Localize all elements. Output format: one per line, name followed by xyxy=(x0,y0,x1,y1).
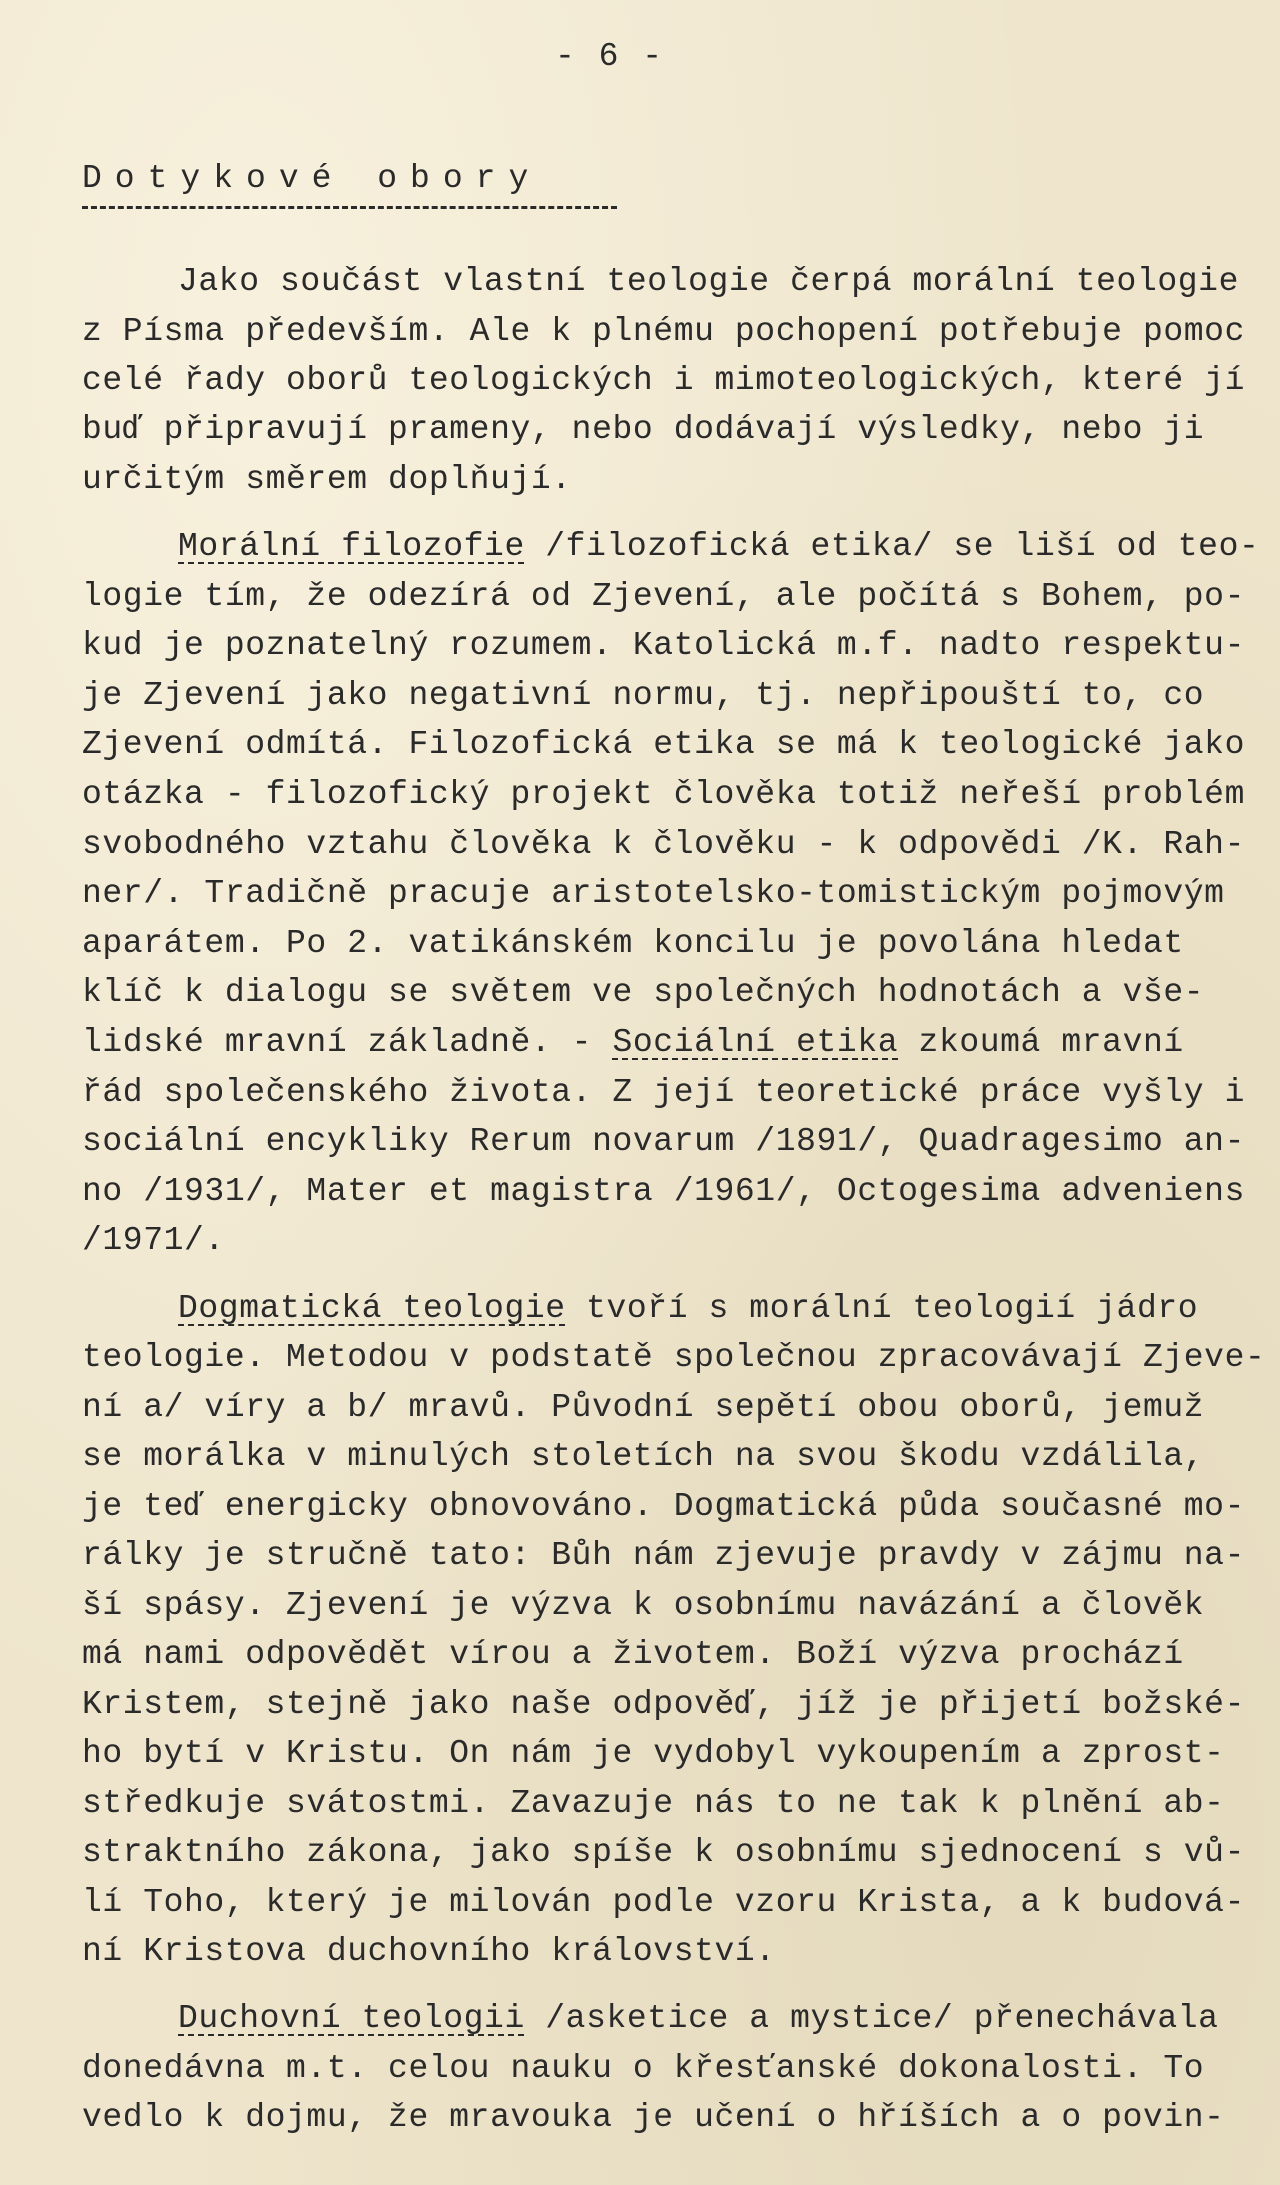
text-line: straktního zákona, jako spíše k osobnímu sjednocení s vů- xyxy=(82,1834,1245,1871)
text-line: se morálka v minulých stoletích na svou škodu vzdálila, xyxy=(82,1438,1205,1475)
text-line: celé řady oborů teologických i mimoteologických, které jí xyxy=(82,362,1245,399)
underlined-term-moral-philosophy: Morální filozofie xyxy=(178,528,525,565)
section-heading: Dotykové obory xyxy=(82,160,542,197)
text-line: určitým směrem doplňují. xyxy=(82,461,572,498)
text-line xyxy=(82,1026,1184,1059)
text-line: řád společenského života. Z její teoretické práce vyšly i xyxy=(82,1074,1245,1111)
text-line: lí Toho, který je milován podle vzoru Krista, a k budová- xyxy=(82,1884,1245,1921)
text-line: z Písma především. Ale k plnému pochopení potřebuje pomoc xyxy=(82,313,1245,350)
text-segment: tvoří s morální teologií jádro xyxy=(565,1290,1199,1327)
heading-underline xyxy=(82,206,617,209)
text-line: je teď energicky obnovováno. Dogmatická půda současné mo- xyxy=(82,1488,1245,1525)
text-line: klíč k dialogu se světem ve společných hodnotách a vše- xyxy=(82,974,1205,1011)
text-line: no /1931/, Mater et magistra /1961/, Octogesima adveniens xyxy=(82,1173,1245,1210)
page-number: - 6 - xyxy=(555,38,665,75)
underlined-term-dogmatic-theology: Dogmatická teologie xyxy=(178,1290,566,1327)
text-line: kud je poznatelný rozumem. Katolická m.f. nadto respektu- xyxy=(82,627,1245,664)
text-line: ní a/ víry a b/ mravů. Původní sepětí obou oborů, jemuž xyxy=(82,1389,1205,1426)
text-segment: /asketice a mystice/ přenechávala xyxy=(524,2000,1219,2037)
underlined-term-social-ethics: Sociální etika xyxy=(612,1024,899,1061)
text-line xyxy=(178,2002,1219,2035)
text-line: rálky je stručně tato: Bůh nám zjevuje pravdy v zájmu na- xyxy=(82,1537,1245,1574)
text-segment: /filozofická etika/ se liší od teo- xyxy=(524,528,1260,565)
text-line xyxy=(178,530,1259,563)
text-line: Jako součást vlastní teologie čerpá morální teologie xyxy=(178,263,1239,300)
text-line: ner/. Tradičně pracuje aristotelsko-tomistickým pojmovým xyxy=(82,875,1225,912)
text-line xyxy=(178,1292,1198,1325)
text-line: logie tím, že odezírá od Zjevení, ale počítá s Bohem, po- xyxy=(82,578,1245,615)
text-line: buď připravují prameny, nebo dodávají výsledky, nebo ji xyxy=(82,411,1205,448)
text-line: Zjevení odmítá. Filozofická etika se má k teologické jako xyxy=(82,726,1245,763)
text-line: má nami odpovědět vírou a životem. Boží výzva prochází xyxy=(82,1636,1184,1673)
text-line: ší spásy. Zjevení je výzva k osobnímu navázání a člověk xyxy=(82,1587,1205,1624)
text-line: teologie. Metodou v podstatě společnou zpracovávají Zjeve- xyxy=(82,1339,1266,1376)
text-line: otázka - filozofický projekt člověka totiž neřeší problém xyxy=(82,776,1245,813)
text-segment: lidské mravní základně. - xyxy=(82,1024,613,1061)
text-line: vedlo k dojmu, že mravouka je učení o hříších a o povin- xyxy=(82,2099,1225,2136)
text-line: donedávna m.t. celou nauku o křesťanské dokonalosti. To xyxy=(82,2050,1205,2087)
text-line: ho bytí v Kristu. On nám je vydobyl vykoupením a zprost- xyxy=(82,1735,1225,1772)
text-line: středkuje svátostmi. Zavazuje nás to ne tak k plnění ab- xyxy=(82,1785,1225,1822)
underlined-term-spiritual-theology: Duchovní teologii xyxy=(178,2000,525,2037)
text-line: aparátem. Po 2. vatikánském koncilu je povolána hledat xyxy=(82,925,1184,962)
text-line: ní Kristova duchovního království. xyxy=(82,1933,776,1970)
text-line: svobodného vztahu člověka k člověku - k odpovědi /K. Rah- xyxy=(82,826,1245,863)
text-line: je Zjevení jako negativní normu, tj. nepřipouští to, co xyxy=(82,677,1205,714)
text-line: /1971/. xyxy=(82,1222,225,1259)
text-line: Kristem, stejně jako naše odpověď, jíž je přijetí božské- xyxy=(82,1686,1245,1723)
text-line: sociální encykliky Rerum novarum /1891/, Quadragesimo an- xyxy=(82,1123,1245,1160)
text-segment: zkoumá mravní xyxy=(898,1024,1184,1061)
